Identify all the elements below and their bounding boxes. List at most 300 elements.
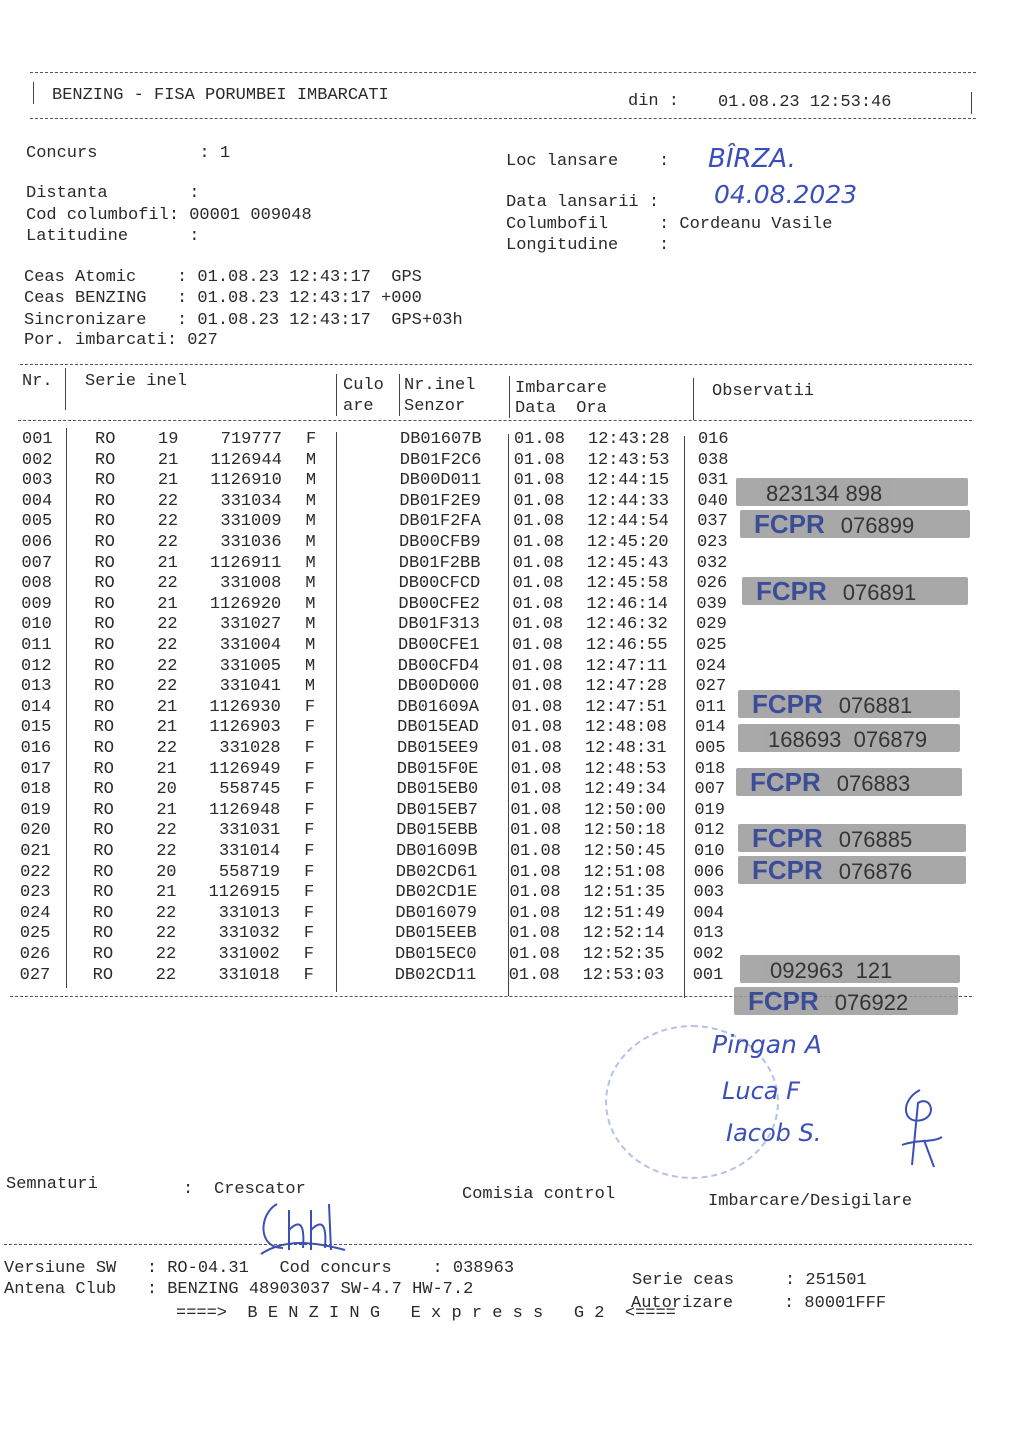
row-an: 21: [156, 697, 178, 717]
col-header-serie-inel: Serie inel: [85, 372, 188, 391]
row-data: 01.08: [512, 533, 564, 552]
table-top-dash: [20, 364, 972, 365]
concurs-line: Concurs : 1: [26, 144, 231, 163]
sincronizare-line: Sincronizare : 01.08.23 12:43:17 GPS+03h: [24, 311, 463, 330]
din-label: din :: [628, 92, 680, 111]
row-nr: 006: [21, 533, 53, 552]
footer-top-dash: [4, 1244, 972, 1245]
table-row: [0, 924, 1024, 945]
row-observatii: 023: [696, 533, 728, 552]
row-nr-inel: 331041: [219, 677, 281, 697]
row-ora: 12:50:00: [584, 800, 666, 820]
semnaturi-label: Semnaturi: [6, 1175, 98, 1194]
row-nr-inel: 331018: [218, 965, 280, 985]
footer-autorizare: Autorizare : 80001FFF: [631, 1294, 887, 1313]
row-data: 01.08: [510, 780, 562, 800]
row-sex: M: [305, 471, 317, 491]
row-an: 22: [157, 656, 178, 676]
seal-prefix: FCPR: [748, 986, 819, 1016]
table-row: [0, 615, 1024, 636]
table-row: [0, 657, 1024, 678]
row-data: 01.08: [510, 739, 562, 758]
seal-number: 076876: [838, 859, 913, 884]
row-senzor: DB02CD61: [395, 862, 478, 882]
seal-prefix: FCPR: [756, 576, 827, 606]
row-data: 01.08: [511, 697, 563, 717]
row-senzor: DB02CD1E: [395, 883, 478, 903]
row-data: 01.08: [514, 430, 566, 449]
row-tara: RO: [95, 430, 116, 449]
row-tara: RO: [93, 780, 114, 800]
row-tara: RO: [93, 883, 114, 903]
row-an: 22: [157, 491, 179, 511]
imbarcare-desigilare-label: Imbarcare/Desigilare: [708, 1192, 913, 1211]
row-nr-inel: 331036: [220, 533, 282, 552]
row-observatii: 040: [697, 491, 728, 511]
row-senzor: DB015EB7: [396, 800, 478, 820]
row-nr: 023: [20, 883, 51, 903]
col-header-observatii: Observatii: [712, 382, 815, 401]
table-row: [0, 636, 1024, 657]
loc-lansare-label: Loc lansare :: [506, 152, 670, 171]
table-header-bottom-dash: [18, 420, 972, 421]
row-data: 01.08: [509, 862, 561, 882]
row-senzor: DB00CFCD: [398, 574, 481, 594]
row-sex: M: [305, 553, 316, 573]
header-bottom-dash: [30, 118, 976, 119]
footer-antena-line: Antena Club : BENZING 48903037 SW-4.7 HW-7.2: [4, 1280, 474, 1299]
row-data: 01.08: [508, 945, 560, 964]
row-nr: 026: [19, 945, 51, 964]
row-observatii: 005: [694, 739, 726, 758]
row-ora: 12:45:58: [586, 574, 669, 594]
seal-number: 092963 121: [770, 958, 893, 983]
row-an: 22: [156, 842, 177, 861]
row-nr: 024: [19, 903, 51, 923]
seal-sticker: [738, 724, 960, 752]
data-lansarii-handwritten: 04.08.2023: [714, 180, 858, 209]
header-left-bar: [33, 82, 34, 104]
row-an: 21: [156, 759, 177, 779]
row-senzor: DB00CFB9: [398, 533, 481, 552]
row-nr: 009: [21, 594, 52, 614]
row-an: 22: [155, 924, 177, 944]
row-senzor: DB01F2C6: [399, 450, 482, 470]
row-tara: RO: [94, 491, 116, 511]
row-senzor: DB015EAD: [397, 718, 479, 738]
row-ora: 12:52:14: [583, 924, 665, 944]
row-sex: F: [304, 883, 315, 903]
seal-number: 076891: [842, 580, 917, 605]
row-ora: 12:46:14: [586, 594, 668, 614]
row-nr-inel: 331028: [219, 739, 281, 758]
row-sex: M: [305, 450, 317, 470]
row-ora: 12:51:08: [583, 862, 666, 882]
col-header-imbarcare-1: Imbarcare: [515, 379, 607, 398]
ceas-benzing-line: Ceas BENZING : 01.08.23 12:43:17 +000: [24, 289, 422, 308]
row-data: 01.08: [511, 656, 563, 676]
row-sex: F: [303, 945, 314, 964]
row-data: 01.08: [509, 883, 561, 903]
row-senzor: DB015EBB: [396, 821, 478, 841]
row-senzor: DB015EC0: [394, 945, 477, 964]
row-an: 22: [156, 739, 178, 758]
row-nr: 011: [21, 636, 52, 655]
row-observatii: 013: [693, 924, 724, 944]
row-an: 22: [157, 512, 179, 532]
row-an: 22: [155, 945, 177, 964]
comisia-signature-2: Luca F: [722, 1077, 800, 1105]
row-ora: 12:44:54: [587, 512, 669, 532]
row-an: 21: [156, 718, 178, 738]
col-header-nr-inel-1: Nr.inel: [404, 376, 476, 395]
row-data: 01.08: [513, 471, 565, 491]
columbofil-line: Columbofil : Cordeanu Vasile: [506, 215, 833, 234]
row-nr-inel: 331002: [218, 945, 280, 964]
row-sex: F: [303, 924, 315, 944]
row-tara: RO: [94, 533, 115, 552]
seal-number: 076899: [840, 513, 915, 538]
row-nr-inel: 331032: [218, 924, 280, 944]
row-data: 01.08: [512, 615, 564, 635]
row-senzor: DB01F2FA: [399, 512, 481, 532]
hdr-sep-3: [399, 374, 400, 416]
cod-columbofil-line: Cod columbofil: 00001 009048: [26, 206, 312, 225]
row-tara: RO: [92, 945, 114, 964]
row-tara: RO: [93, 759, 114, 779]
row-ora: 12:46:32: [586, 615, 668, 635]
col-header-culoare-2: are: [343, 397, 374, 416]
row-observatii: 002: [692, 945, 724, 964]
row-tara: RO: [92, 924, 114, 944]
row-observatii: 011: [695, 697, 726, 717]
row-observatii: 026: [696, 574, 728, 594]
row-ora: 12:51:49: [583, 903, 665, 923]
row-nr: 017: [20, 759, 52, 779]
row-tara: RO: [94, 615, 115, 635]
row-ora: 12:50:45: [583, 842, 666, 861]
seal-number: 168693 076879: [768, 727, 928, 752]
row-observatii: 024: [695, 656, 727, 676]
table-row: [0, 554, 1024, 575]
comisia-signature-1: Pingan A: [712, 1030, 822, 1059]
row-data: 01.08: [510, 759, 562, 779]
col-header-culoare-1: Culo: [343, 376, 384, 395]
comisia-control-label: Comisia control: [462, 1185, 616, 1204]
row-nr-inel: 1126930: [209, 697, 281, 717]
crescator-signature: [255, 1192, 350, 1262]
row-nr: 010: [21, 615, 52, 635]
row-tara: RO: [94, 471, 116, 491]
row-sex: F: [304, 842, 315, 861]
row-tara: RO: [93, 800, 114, 820]
row-observatii: 016: [698, 430, 729, 449]
ceas-atomic-line: Ceas Atomic : 01.08.23 12:43:17 GPS: [24, 268, 422, 287]
row-senzor: DB00CFE2: [398, 594, 480, 614]
row-ora: 12:47:11: [585, 656, 668, 676]
row-nr-inel: 331031: [219, 821, 281, 841]
row-data: 01.08: [509, 842, 561, 861]
row-observatii: 019: [694, 800, 725, 820]
row-tara: RO: [94, 512, 116, 532]
row-data: 01.08: [513, 491, 565, 511]
row-nr-inel: 1126949: [209, 759, 281, 779]
row-ora: 12:49:34: [584, 780, 667, 800]
longitudine-line: Longitudine :: [506, 236, 670, 255]
row-nr: 016: [20, 739, 52, 758]
seal-sticker: [742, 577, 968, 605]
seal-number: 823134 898: [766, 481, 883, 506]
din-timestamp: 01.08.23 12:53:46: [718, 93, 892, 112]
row-data: 01.08: [511, 677, 563, 697]
row-nr: 003: [21, 471, 53, 491]
row-nr: 002: [21, 450, 53, 470]
row-tara: RO: [94, 553, 115, 573]
row-ora: 12:47:51: [585, 697, 667, 717]
row-sex: F: [303, 903, 315, 923]
row-nr: 015: [20, 718, 52, 738]
row-observatii: 003: [693, 883, 725, 903]
row-ora: 12:44:33: [587, 491, 670, 511]
row-nr-inel: 331009: [220, 512, 282, 532]
row-observatii: 014: [695, 718, 726, 738]
row-nr-inel: 1126948: [208, 800, 281, 820]
row-data: 01.08: [511, 636, 563, 655]
row-nr: 005: [21, 512, 53, 532]
row-observatii: 012: [694, 821, 725, 841]
row-senzor: DB01F313: [398, 615, 480, 635]
seal-sticker: [736, 478, 968, 506]
row-nr: 018: [20, 780, 52, 800]
row-an: 22: [157, 636, 178, 655]
row-senzor: DB015F0E: [396, 759, 479, 779]
seal-sticker: [740, 955, 960, 983]
row-senzor: DB00D011: [399, 471, 482, 491]
row-an: 21: [157, 594, 178, 614]
seal-sticker: [738, 690, 960, 718]
row-data: 01.08: [510, 800, 562, 820]
row-ora: 12:48:31: [584, 739, 667, 758]
row-an: 22: [156, 677, 178, 697]
row-observatii: 025: [695, 636, 727, 655]
row-nr-inel: 331014: [218, 842, 281, 861]
seal-prefix: FCPR: [752, 823, 823, 853]
row-sex: F: [303, 965, 314, 985]
row-tara: RO: [94, 656, 115, 676]
row-observatii: 038: [697, 450, 729, 470]
row-observatii: 010: [693, 842, 725, 861]
seal-number: 076922: [834, 990, 909, 1015]
row-tara: RO: [93, 821, 114, 841]
footer-serie-ceas: Serie ceas : 251501: [632, 1271, 867, 1290]
table-row: [0, 904, 1024, 925]
row-an: 22: [157, 615, 178, 635]
row-ora: 12:48:53: [584, 759, 667, 779]
distanta-line: Distanta :: [26, 184, 200, 203]
footer-benzing-express-line: ====> B E N Z I N G E x p r e s s G 2 <====: [176, 1304, 676, 1323]
row-ora: 12:46:55: [585, 636, 668, 655]
row-data: 01.08: [513, 512, 565, 532]
table-row: [0, 801, 1024, 822]
row-sex: F: [304, 739, 315, 758]
row-nr-inel: 331034: [220, 491, 282, 511]
crescator-label: Crescator: [214, 1180, 306, 1199]
row-sex: M: [305, 533, 316, 552]
row-senzor: DB00CFD4: [397, 656, 480, 676]
row-sex: M: [304, 677, 316, 697]
row-senzor: DB015EEB: [395, 924, 477, 944]
row-senzor: DB01609A: [397, 697, 479, 717]
top-dash-line: [30, 72, 976, 73]
row-nr-inel: 1126915: [208, 883, 281, 903]
row-nr-inel: 1126944: [210, 450, 282, 470]
seal-sticker: [734, 987, 958, 1015]
row-senzor: DB02CD11: [394, 965, 477, 985]
row-sex: M: [305, 512, 316, 532]
row-sex: M: [305, 574, 316, 594]
row-observatii: 032: [696, 553, 728, 573]
row-nr: 004: [21, 491, 53, 511]
row-nr-inel: 331008: [220, 574, 282, 594]
row-data: 01.08: [512, 553, 564, 573]
row-nr: 025: [19, 924, 51, 944]
row-senzor: DB015EB0: [396, 780, 479, 800]
row-nr: 027: [19, 965, 51, 985]
row-senzor: DB01609B: [395, 842, 478, 861]
row-sex: F: [304, 718, 315, 738]
row-senzor: DB01607B: [400, 430, 482, 449]
row-data: 01.08: [513, 450, 565, 470]
row-nr: 014: [20, 697, 52, 717]
row-tara: RO: [92, 965, 114, 985]
row-senzor: DB01F2BB: [398, 553, 481, 573]
row-an: 21: [157, 553, 178, 573]
row-observatii: 039: [696, 594, 727, 614]
row-sex: M: [305, 615, 316, 635]
row-ora: 12:51:35: [583, 883, 666, 903]
hdr-sep-4: [509, 376, 510, 418]
row-ora: 12:50:18: [584, 821, 666, 841]
row-ora: 12:43:53: [587, 450, 670, 470]
seal-number: 076885: [838, 827, 913, 852]
row-sex: M: [305, 594, 316, 614]
row-sex: F: [306, 430, 317, 449]
row-an: 22: [157, 533, 178, 552]
row-sex: F: [304, 821, 315, 841]
loc-lansare-handwritten: BÎRZA.: [708, 144, 796, 174]
row-nr-inel: 719777: [220, 430, 282, 449]
row-senzor: DB01F2E9: [399, 491, 482, 511]
row-an: 22: [155, 903, 177, 923]
row-nr: 022: [20, 862, 51, 882]
row-sex: M: [305, 636, 316, 655]
table-row: [0, 451, 1024, 472]
row-data: 01.08: [511, 718, 563, 738]
row-nr-inel: 331005: [219, 656, 281, 676]
hdr-sep-1: [65, 368, 66, 410]
row-an: 20: [156, 780, 177, 800]
row-nr-inel: 1126920: [209, 594, 282, 614]
row-nr: 001: [22, 430, 53, 449]
table-row: [0, 430, 1024, 451]
row-nr: 021: [20, 842, 51, 861]
row-data: 01.08: [510, 821, 562, 841]
row-observatii: 027: [695, 677, 727, 697]
col-header-nr: Nr.: [22, 372, 53, 391]
row-an: 19: [158, 430, 179, 449]
row-ora: 12:43:28: [588, 430, 670, 449]
row-sex: M: [305, 491, 316, 511]
comisia-signature-3: Iacob S.: [726, 1119, 822, 1147]
row-ora: 12:48:08: [585, 718, 667, 738]
seal-number: 076881: [838, 693, 913, 718]
seal-prefix: FCPR: [750, 767, 821, 797]
row-ora: 12:52:35: [582, 945, 665, 964]
row-nr-inel: 1126903: [209, 718, 281, 738]
col-header-imbarcare-2: Data Ora: [515, 399, 607, 418]
row-ora: 12:47:28: [585, 677, 668, 697]
row-sex: F: [304, 780, 315, 800]
row-data: 01.08: [509, 924, 561, 944]
row-an: 22: [155, 965, 177, 985]
seal-sticker: [738, 824, 966, 852]
row-nr-inel: 331013: [218, 903, 280, 923]
row-sex: F: [304, 759, 315, 779]
row-senzor: DB00CFE1: [397, 636, 480, 655]
row-an: 21: [157, 471, 179, 491]
row-tara: RO: [93, 842, 114, 861]
row-ora: 12:53:03: [582, 965, 665, 985]
row-observatii: 007: [694, 780, 726, 800]
row-nr: 019: [20, 800, 51, 820]
row-nr: 012: [21, 656, 52, 676]
row-an: 22: [157, 574, 178, 594]
row-tara: RO: [94, 636, 115, 655]
row-sex: M: [305, 656, 316, 676]
row-tara: RO: [93, 862, 114, 882]
seal-prefix: FCPR: [754, 509, 825, 539]
seal-sticker: [740, 510, 970, 538]
row-tara: RO: [93, 677, 115, 697]
row-senzor: DB016079: [395, 903, 477, 923]
row-tara: RO: [93, 697, 115, 717]
row-nr-inel: 558745: [219, 780, 281, 800]
row-an: 21: [156, 883, 177, 903]
row-observatii: 001: [692, 965, 724, 985]
document-title: BENZING - FISA PORUMBEI IMBARCATI: [52, 86, 389, 105]
row-an: 20: [156, 862, 177, 882]
row-tara: RO: [92, 903, 114, 923]
row-ora: 12:45:20: [586, 533, 669, 552]
row-ora: 12:45:43: [586, 553, 669, 573]
row-nr-inel: 331004: [219, 636, 282, 655]
row-data: 01.08: [512, 574, 564, 594]
table-row: [0, 883, 1024, 904]
seal-number: 076883: [836, 771, 911, 796]
footer-versiune-line: Versiune SW : RO-04.31 Cod concurs : 038963: [4, 1259, 515, 1278]
row-observatii: 018: [694, 759, 726, 779]
row-nr-inel: 1126910: [210, 471, 282, 491]
row-data: 01.08: [512, 594, 564, 614]
row-tara: RO: [94, 594, 115, 614]
row-nr: 020: [20, 821, 51, 841]
row-tara: RO: [93, 739, 115, 758]
row-an: 22: [156, 821, 177, 841]
row-nr-inel: 558719: [218, 862, 281, 882]
seal-prefix: FCPR: [752, 855, 823, 885]
hdr-sep-2: [336, 374, 337, 416]
row-observatii: 004: [693, 903, 724, 923]
